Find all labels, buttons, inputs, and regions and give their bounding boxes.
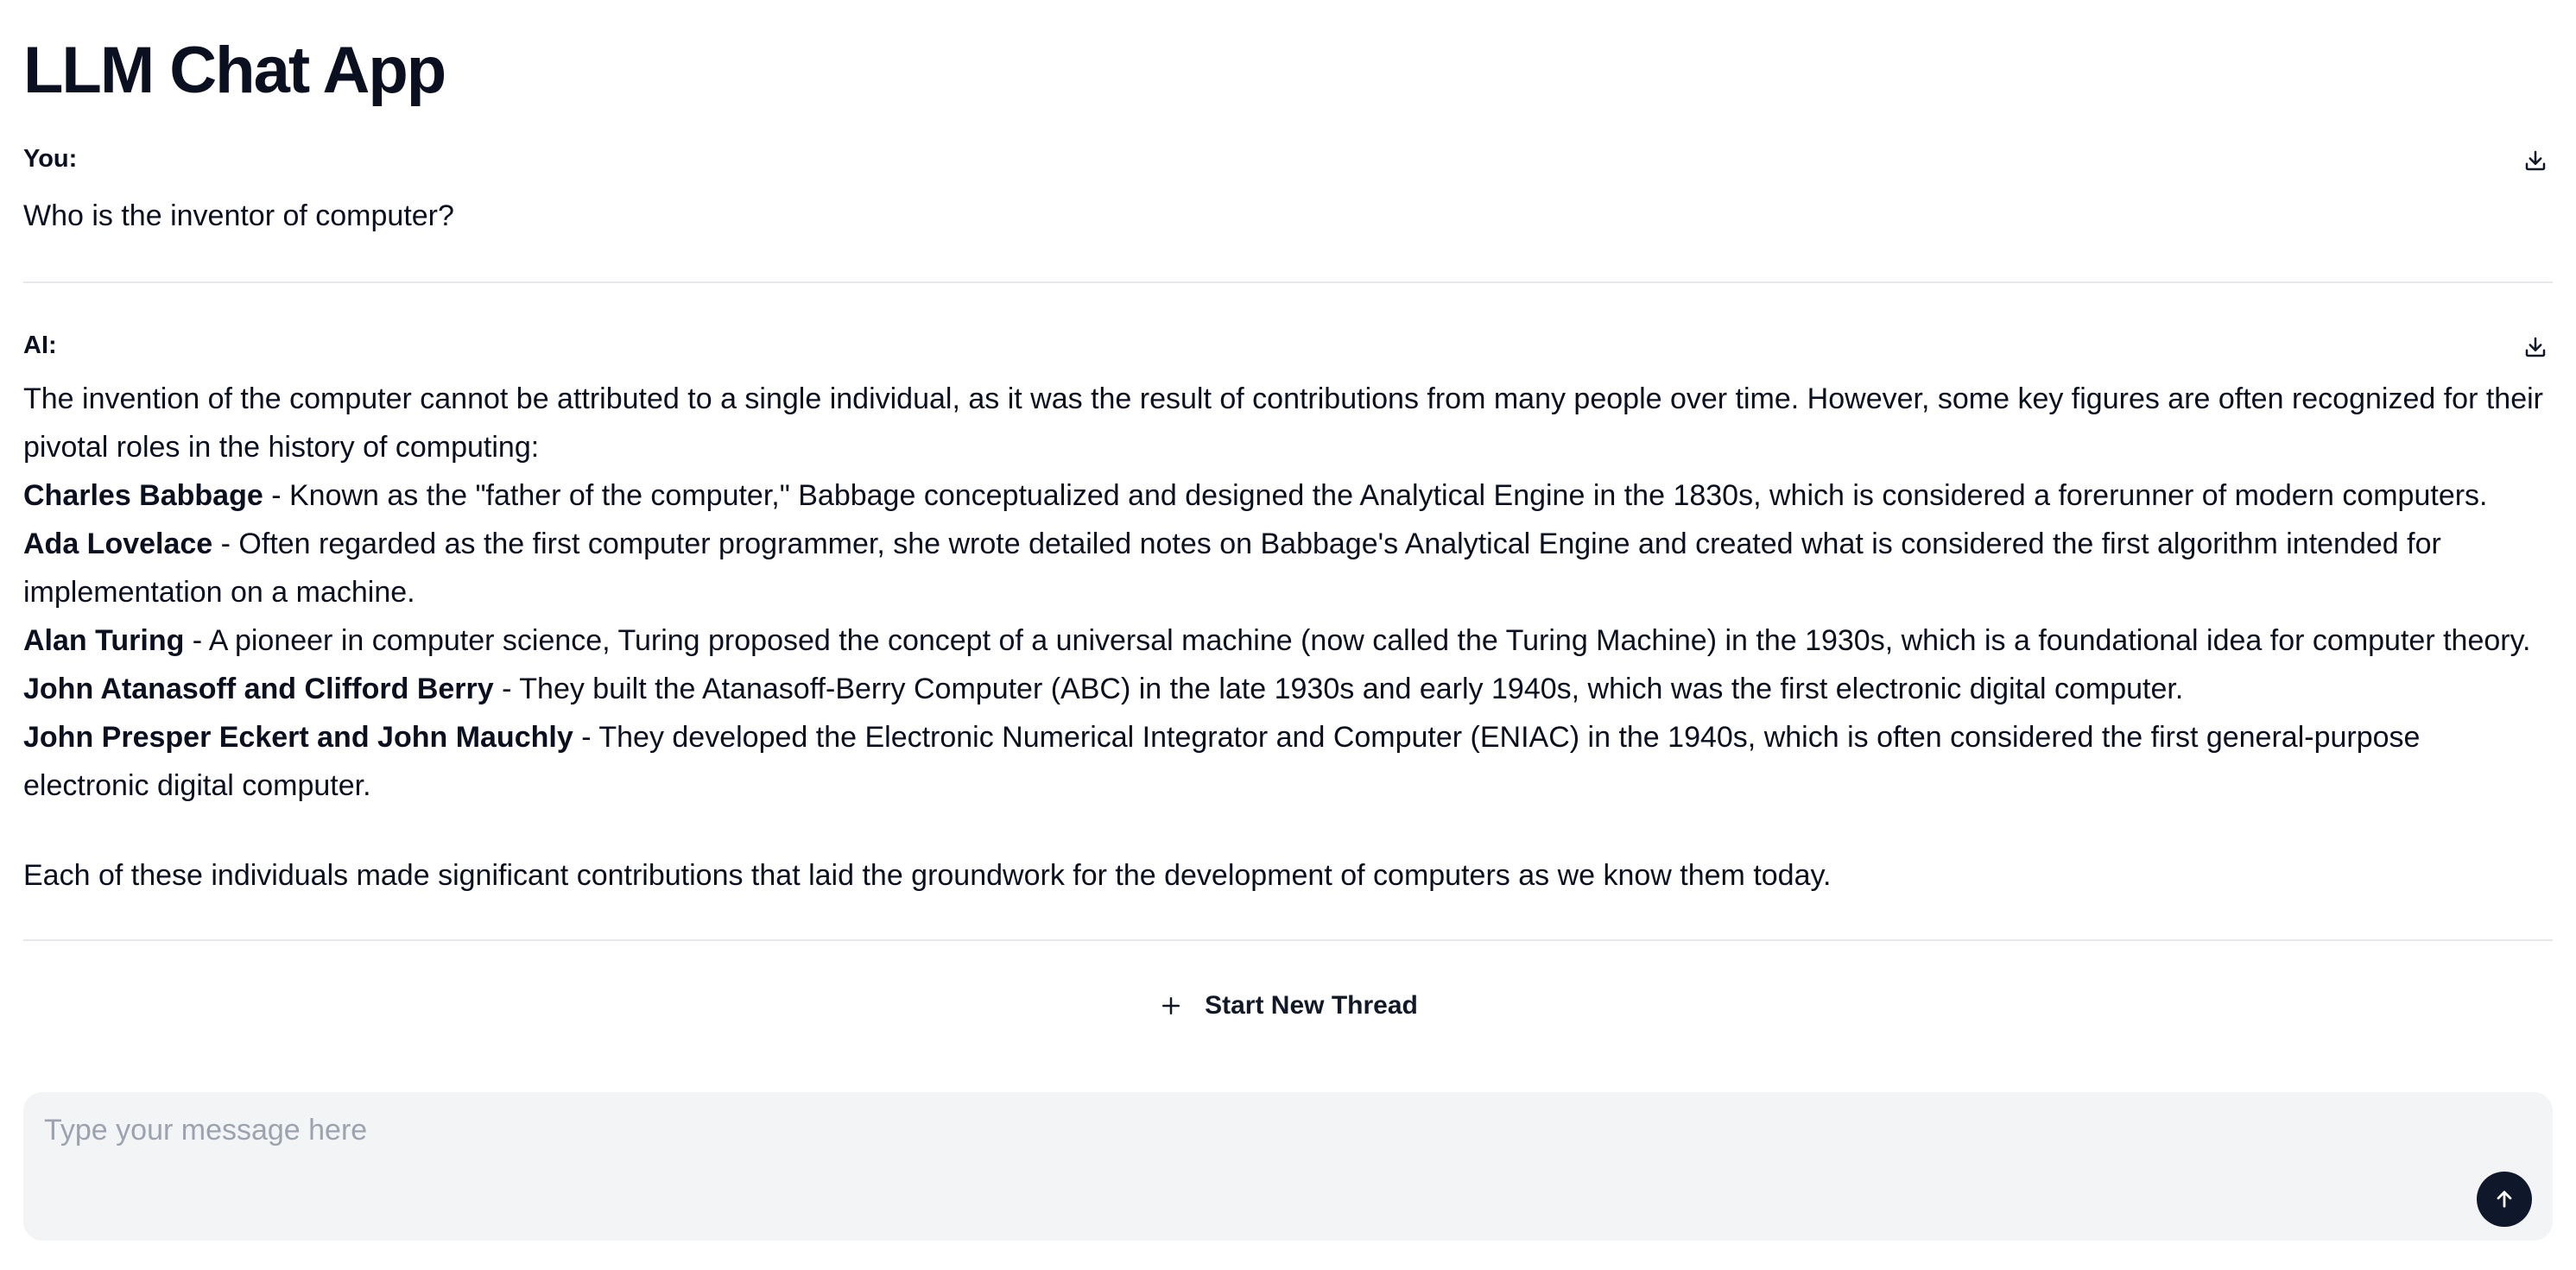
ai-list-item-name: John Presper Eckert and John Mauchly: [23, 721, 573, 754]
start-new-thread-button[interactable]: [1141, 983, 1435, 1029]
ai-list-item-text: - Known as the "father of the computer," Babbage conceptualized and designed the Analytical Engine in the 1830s, which is considered a forerunner of modern computers.: [263, 479, 2488, 512]
ai-list-item: [23, 471, 2553, 520]
download-icon: [2522, 148, 2548, 174]
ai-list-item-text: - A pioneer in computer science, Turing proposed the concept of a universal machine (now called the Turing Machine) in the 1930s, which is a foundational idea for computer theory.: [184, 624, 2531, 657]
download-ai-message-button[interactable]: [2518, 330, 2553, 364]
send-button[interactable]: [2477, 1172, 2532, 1227]
user-message-text: Who is the inventor of computer?: [23, 199, 454, 232]
ai-message-body: [23, 375, 2553, 900]
plus-icon: [1158, 993, 1184, 1019]
ai-list-item: [23, 616, 2553, 665]
user-message: [23, 143, 2553, 283]
ai-list-item-name: Alan Turing: [23, 624, 185, 657]
user-role-label: You:: [23, 145, 78, 173]
ai-list-item-text: - Often regarded as the first computer programmer, she wrote detailed notes on Babbage's Analytical Engine and created what is considered the first algorithm intended for implementation on a machine.: [23, 528, 2441, 609]
ai-list-item-name: Charles Babbage: [23, 479, 263, 512]
ai-closing-paragraph: Each of these individuals made significant contributions that laid the groundwork for the development of computers as we know them today.: [23, 859, 1832, 892]
ai-list-item-name: Ada Lovelace: [23, 528, 213, 560]
app-title: LLM Chat App: [23, 34, 446, 107]
message-input[interactable]: [44, 1111, 2376, 1215]
download-user-message-button[interactable]: [2518, 143, 2553, 178]
ai-message: [23, 330, 2553, 941]
download-icon: [2522, 334, 2548, 360]
ai-role-label: AI:: [23, 332, 57, 359]
ai-list-item-text: - They developed the Electronic Numerical Integrator and Computer (ENIAC) in the 1940s, which is often considered the first general-purpose electronic digital computer.: [23, 721, 2421, 802]
arrow-up-icon: [2492, 1187, 2516, 1211]
ai-intro-paragraph: The invention of the computer cannot be attributed to a single individual, as it was the result of contributions from many people over time. However, some key figures are often recognized for their pivotal roles in the history of computing:: [23, 382, 2543, 464]
ai-list-item: [23, 665, 2553, 713]
new-thread-row: [23, 941, 2553, 1071]
ai-list-item-name: John Atanasoff and Clifford Berry: [23, 673, 494, 705]
ai-list-item: [23, 520, 2553, 616]
start-new-thread-label: Start New Thread: [1205, 991, 1418, 1020]
ai-list-item-text: - They built the Atanasoff-Berry Computer (ABC) in the late 1930s and early 1940s, which was the first electronic digital computer.: [493, 673, 2184, 705]
message-composer: [23, 1092, 2553, 1241]
ai-list-item: [23, 713, 2553, 810]
